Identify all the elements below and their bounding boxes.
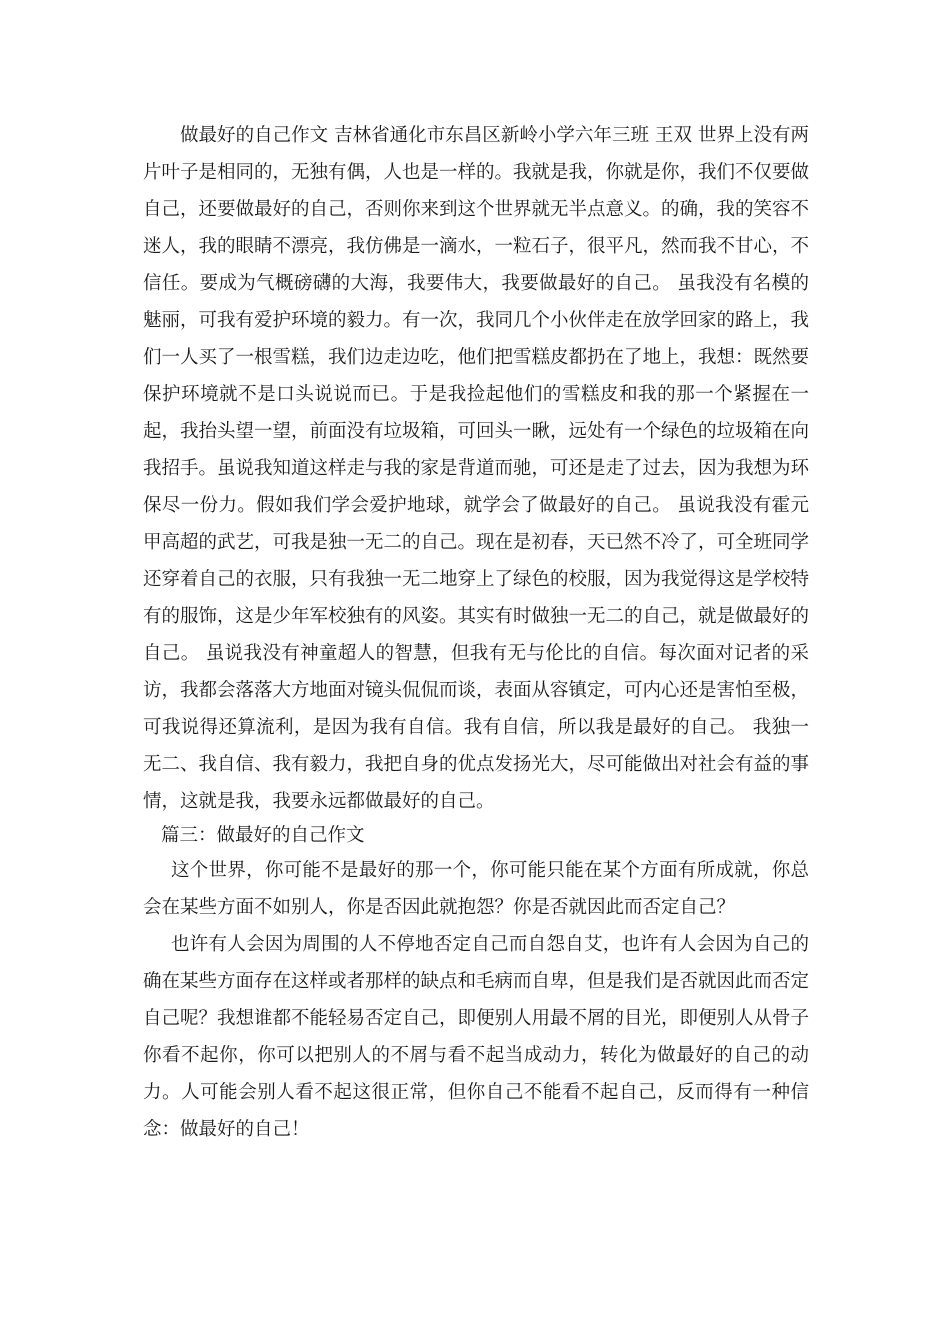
essay-paragraph: 做最好的自己作文 吉林省通化市东昌区新岭小学六年三班 王双 世界上没有两片叶子是相同的，无独有偶，人也是一样的。我就是我，你就是你，我们不仅要做自己，还要做最好的自己，否则你来到这个世界就无半点意义。的确，我的笑容不迷人，我的眼睛不漂亮，我仿佛是一滴水，一粒石子，很平凡，然而我不甘心，不信任。要成为气概磅礴的大海，我要伟大，我要做最好的自己。 虽我没有名模的魅丽，可我有爱护环境的毅力。有一次，我同几个小伙伴走在放学回家的路上，我们一人买了一根雪糕，我们边走边吃，他们把雪糕皮都扔在了地上，我想：既然要保护环境就不是口头说说而已。于是我捡起他们的雪糕皮和我的那一个紧握在一起，我抬头望一望，前面没有垃圾箱，可回头一瞅，远处有一个绿色的垃圾箱在向我招手。虽说我知道这样走与我的家是背道而驰，可还是走了过去，因为我想为环保尽一份力。假如我们学会爱护地球，就学会了做最好的自己。 虽说我没有霍元甲高超的武艺，可我是独一无二的自己。现在是初春，天已然不冷了，可全班同学还穿着自己的衣服，只有我独一无二地穿上了绿色的校服，因为我觉得这是学校特有的服饰，这是少年军校独有的风姿。其实有时做独一无二的自己，就是做最好的自己。 虽说我没有神童超人的智慧，但我有无与伦比的自信。每次面对记者的采访，我都会落落大方地面对镜头侃侃而谈，表面从容镇定，可内心还是害怕至极，可我说得还算流利，是因为我有自信。我有自信，所以我是最好的自己。 我独一无二、我自信、我有毅力，我把自身的优点发扬光大，尽可能做出对社会有益的事情，这就是我，我要永远都做最好的自己。 xyxy=(143,125,810,812)
body-paragraph: 这个世界，你可能不是最好的那一个，你可能只能在某个方面有所成就，你总会在某些方面不如别人，你是否因此就抱怨？你是否就因此而否定自己？ xyxy=(143,860,809,918)
document-body xyxy=(143,117,809,1148)
section-heading: 篇三：做最好的自己作文 xyxy=(161,825,365,846)
body-paragraph: 也许有人会因为周围的人不停地否定自己而自怨自艾，也许有人会因为自己的确在某些方面存在这样或者那样的缺点和毛病而自卑，但是我们是否就因此而否定自己呢？我想谁都不能轻易否定自己，即便别人用最不屑的目光，即便别人从骨子你看不起你，你可以把别人的不屑与看不起当成动力，转化为做最好的自己的动力。人可能会别人看不起这很正常，但你自己不能看不起自己，反而得有一种信念：做最好的自己！ xyxy=(143,934,810,1140)
